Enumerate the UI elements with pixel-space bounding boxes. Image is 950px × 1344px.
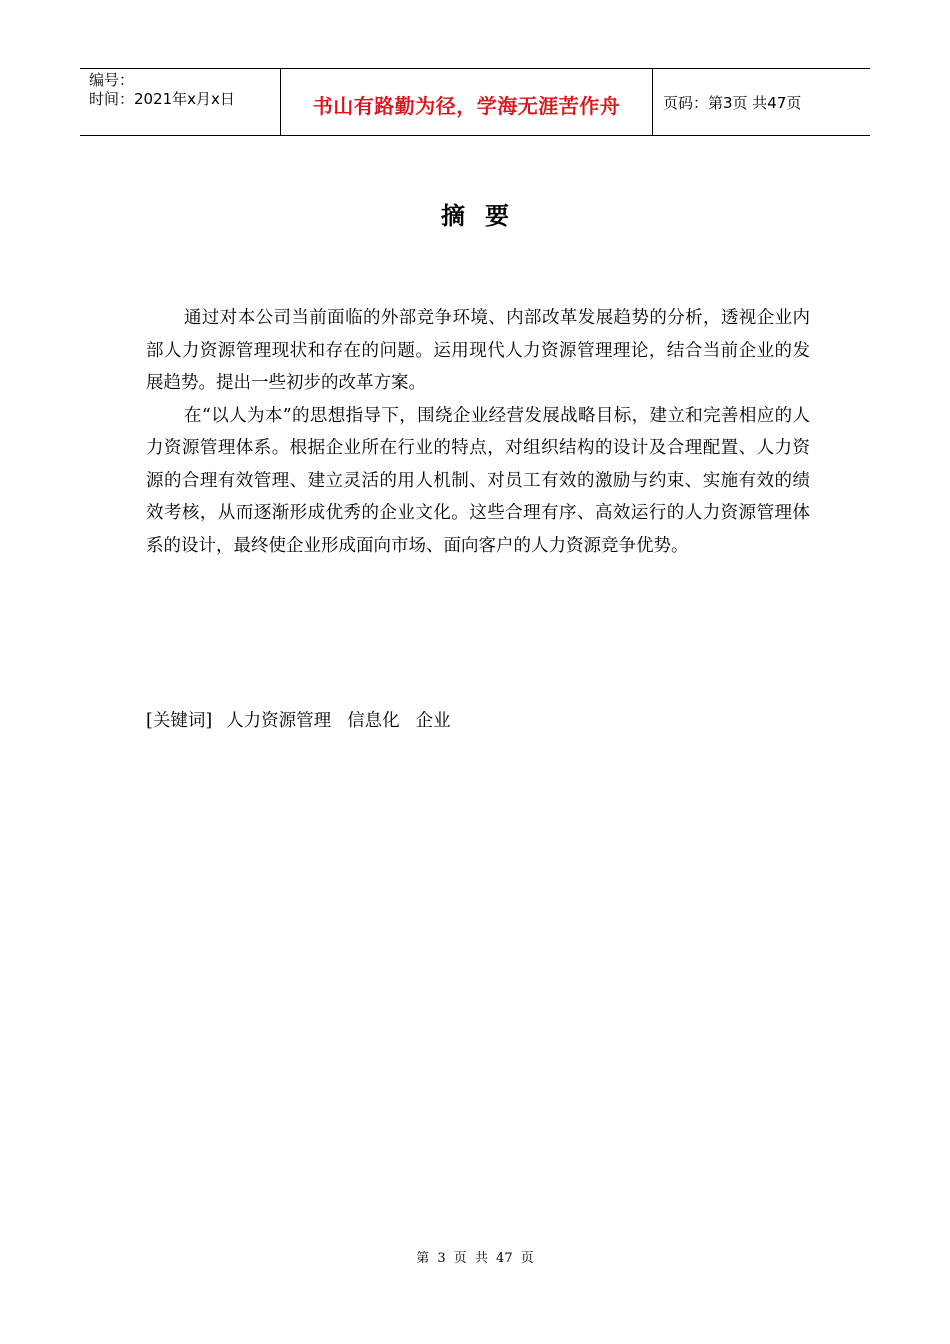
keywords-line: [146, 707, 467, 732]
abstract-paragraph: 通过对本公司当前面临的外部竞争环境、内部改革发展趋势的分析，透视企业内部人力资源管理现状和存在的问题。运用现代人力资源管理理论，结合当前企业的发展趋势。提出一些初步的改革方案。: [146, 308, 810, 393]
document-number-label: 编号：: [89, 71, 135, 89]
keyword-item: 企业: [415, 711, 451, 731]
header-page-cell: [653, 69, 870, 135]
abstract-body: [146, 302, 810, 562]
document-header: [80, 68, 870, 136]
header-motto-cell: [281, 69, 653, 135]
abstract-paragraph: 在“以人为本”的思想指导下，围绕企业经营发展战略目标，建立和完善相应的人力资源管理体系。根据企业所在行业的特点，对组织结构的设计及合理配置、人力资源的合理有效管理、建立灵活的用人机制、对员工有效的激励与约束、实施有效的绩效考核，从而逐渐形成优秀的企业文化。这些合理有序、高效运行的人力资源管理体系的设计，最终使企业形成面向市场、面向客户的人力资源竞争优势。: [146, 405, 810, 556]
header-meta-cell: [80, 69, 281, 135]
document-date: 时间：2021年x月x日: [89, 90, 235, 108]
header-page-info: 页码：第3页 共47页: [663, 94, 802, 112]
keyword-item: 信息化: [347, 711, 400, 731]
page-title: 摘要: [441, 202, 529, 230]
keywords-label: [关键词]: [146, 711, 213, 731]
page-footer: 第 3 页 共 47 页: [416, 1251, 534, 1266]
keyword-item: 人力资源管理: [226, 711, 332, 731]
header-motto: 书山有路勤为径，学海无涯苦作舟: [312, 93, 621, 118]
